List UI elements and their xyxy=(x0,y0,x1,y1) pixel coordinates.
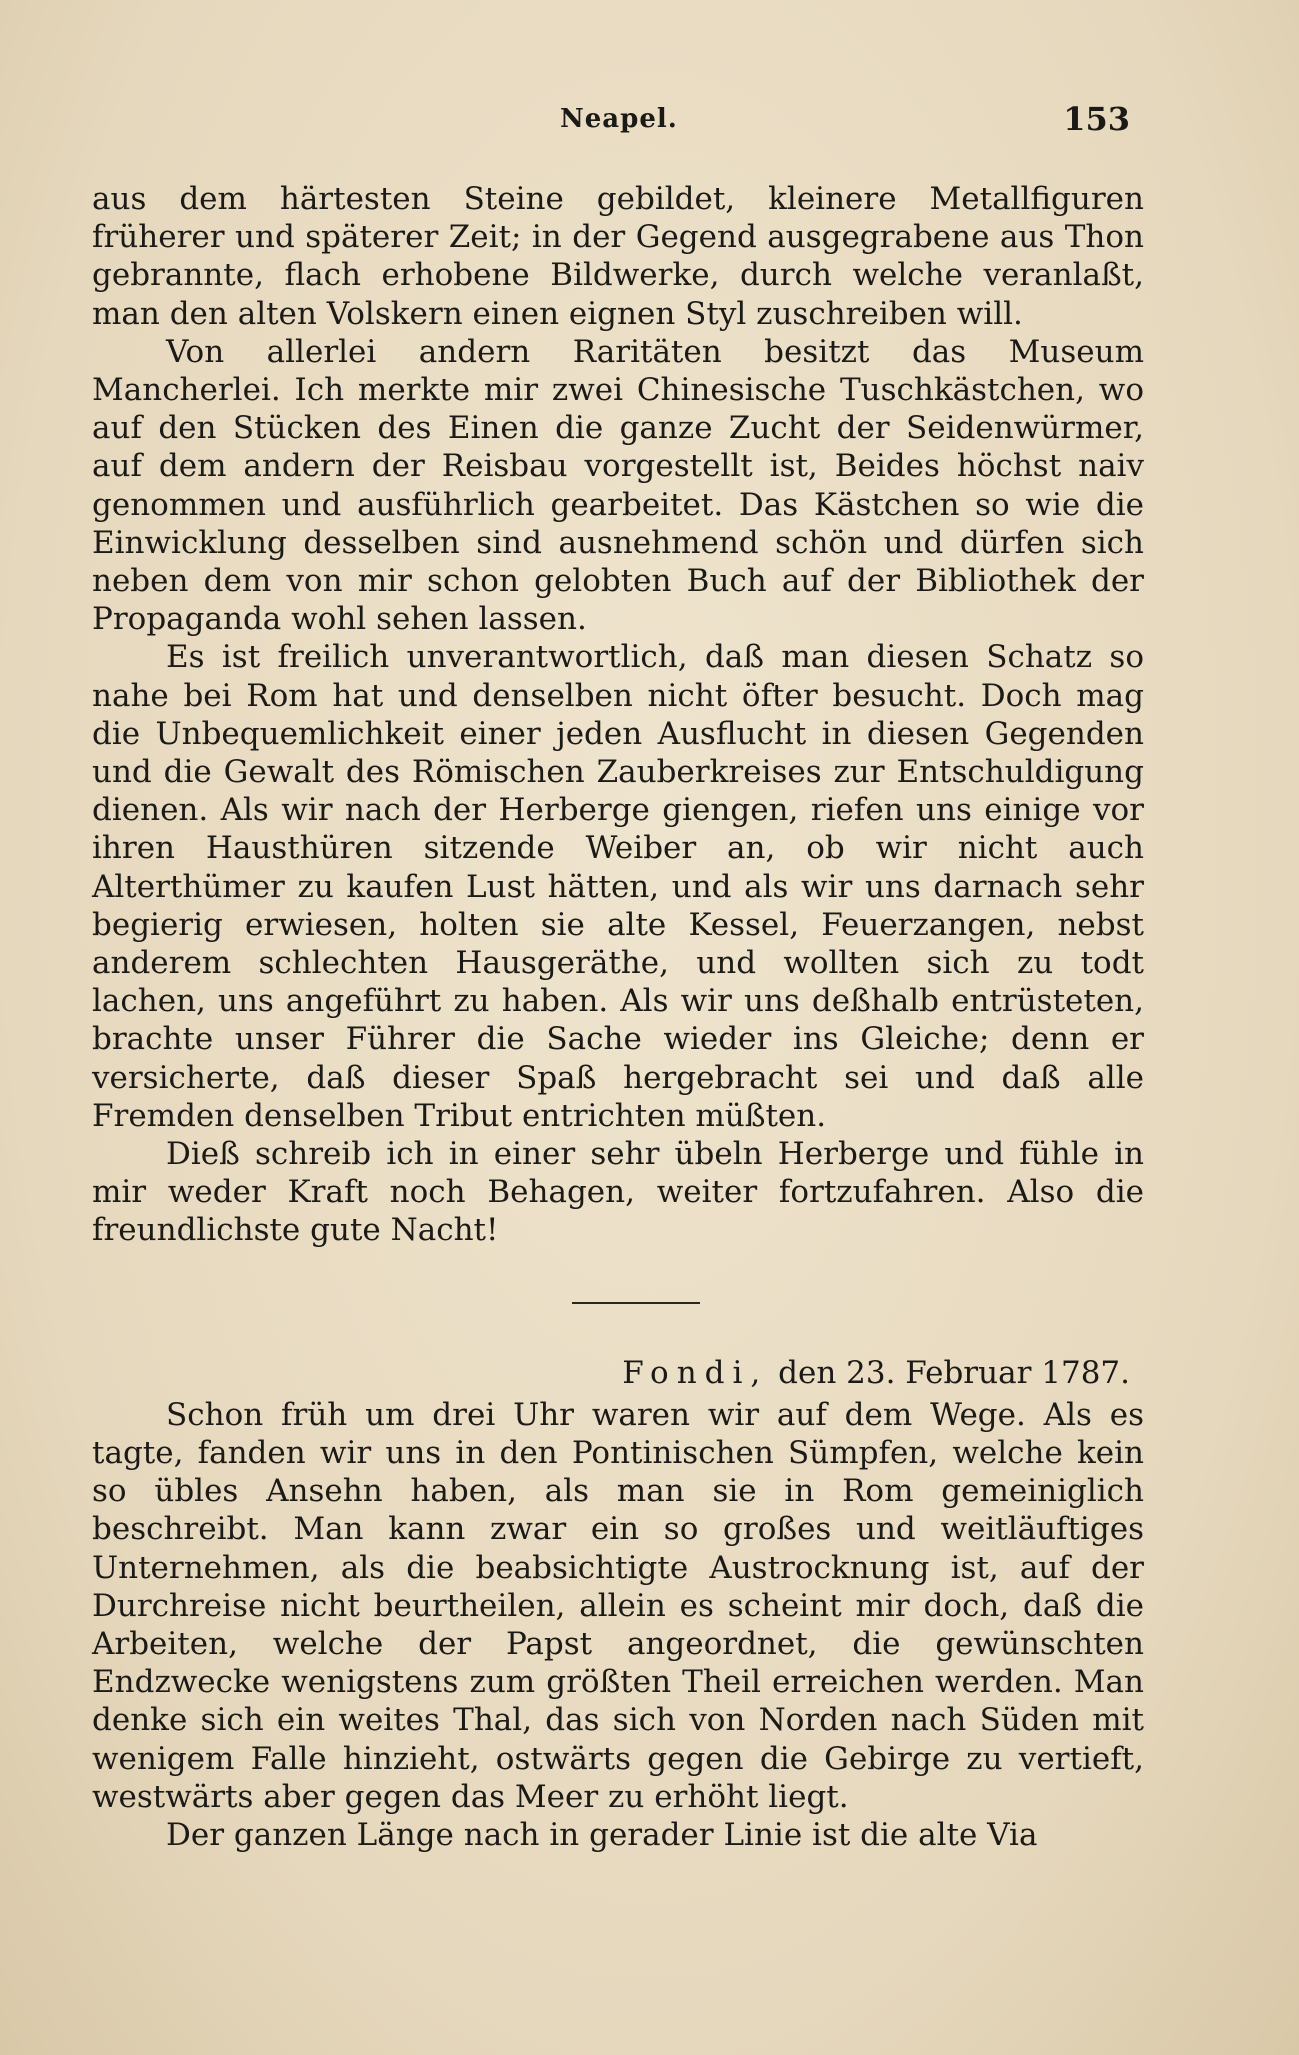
section-divider xyxy=(572,1302,700,1304)
paragraph-continued: aus dem härtesten Steine gebildet, kleinere Metallfiguren früherer und späterer Zeit; in der Gegend ausgegrabene aus Thon gebrannte, flach erhobene Bildwerke, durch welche veranlaßt, man den alten Volskern einen eignen Styl zuschreiben will. xyxy=(92,181,1144,332)
paragraph-via-appia: Der ganzen Länge nach in gerader Linie ist die alte Via xyxy=(166,1816,1038,1853)
running-head: Neapel. xyxy=(560,104,678,134)
dateline-place: Fondi, xyxy=(622,1354,769,1391)
body-text xyxy=(92,180,1144,1854)
paragraph-pontine-marshes: Schon früh um drei Uhr waren wir auf dem Wege. Als es tagte, fanden wir uns in den Pontinischen Sümpfen, welche kein so übles Ansehn haben, als man sie in Rom gemeiniglich beschreibt. Man kann zwar ein so großes und weitläuftiges Unternehmen, als die beabsichtigte Austrocknung ist, auf der Durchreise nicht beurtheilen, allein es scheint mir doch, daß die Arbeiten, welche der Papst angeordnet, die gewünschten Endzwecke wenigstens zum größten Theil erreichen werden. Man denke sich ein weites Thal, das sich von Norden nach Süden mit wenigem Falle hinzieht, ostwärts gegen die Gebirge zu vertieft, westwärts aber gegen das Meer zu erhöht liegt. xyxy=(92,1396,1144,1815)
page-number: 153 xyxy=(1063,100,1130,138)
fondi-section xyxy=(92,1396,1144,1854)
paragraph-treasure: Es ist freilich unverantwortlich, daß man diesen Schatz so nahe bei Rom hat und denselben nicht öfter besucht. Doch mag die Unbequemlichkeit einer jeden Ausflucht in diesen Gegenden und die Gewalt des Römischen Zauberkreises zur Entschuldigung dienen. Als wir nach der Herberge giengen, riefen uns einige vor ihren Hausthüren sitzende Weiber an, ob wir nicht auch Alterthümer zu kaufen Lust hätten, und als wir uns darnach sehr begierig erwiesen, holten sie alte Kessel, Feuerzangen, nebst anderem schlechten Hausgeräthe, und wollten sich zu todt lachen, uns angeführt zu haben. Als wir uns deßhalb entrüsteten, brachte unser Führer die Sache wieder ins Gleiche; denn er versicherte, daß dieser Spaß hergebracht sei und daß alle Fremden denselben Tribut entrichten müßten. xyxy=(92,639,1144,1134)
paragraph-goodnight: Dieß schreib ich in einer sehr übeln Herberge und fühle in mir weder Kraft noch Behagen, weiter fortzufahren. Also die freundlichste gute Nacht! xyxy=(92,1136,1144,1249)
dateline xyxy=(92,1354,1144,1392)
paragraph-museum: Von allerlei andern Raritäten besitzt das Museum Mancherlei. Ich merkte mir zwei Chinesische Tuschkästchen, wo auf den Stücken des Einen die ganze Zucht der Seidenwürmer, auf dem andern der Reisbau vorgestellt ist, Beides höchst naiv genommen und ausführlich gearbeitet. Das Kästchen so wie die Einwicklung desselben sind ausnehmend schön und dürfen sich neben dem von mir schon gelobten Buch auf der Bibliothek der Propaganda wohl sehen lassen. xyxy=(92,333,1144,638)
dateline-date: den 23. Februar 1787. xyxy=(778,1354,1130,1391)
page-header xyxy=(90,100,1130,144)
